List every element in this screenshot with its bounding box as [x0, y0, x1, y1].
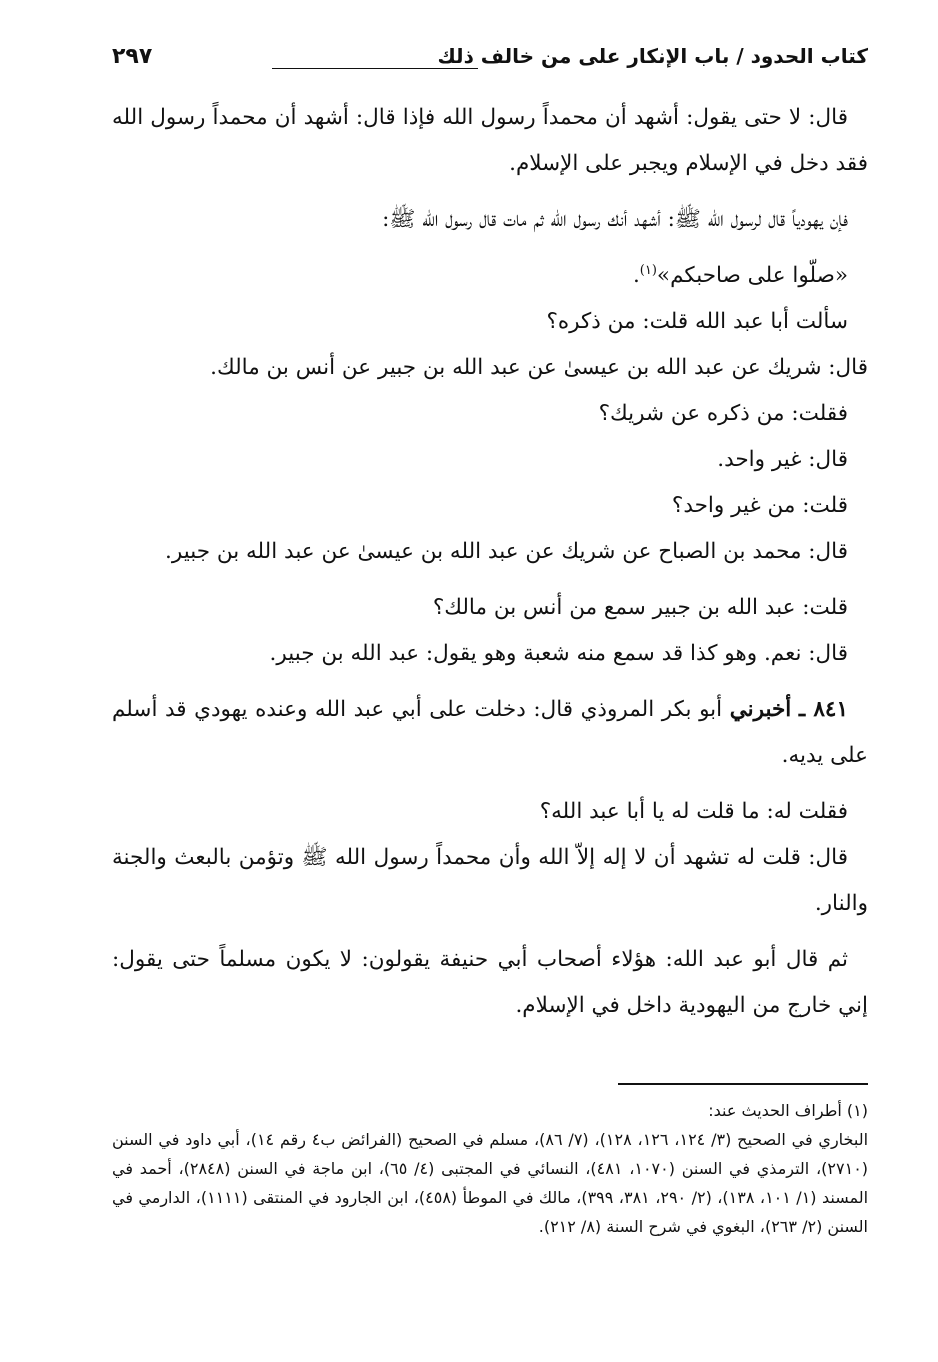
- page-number: ٢٩٧: [112, 44, 153, 69]
- paragraph: فقلت له: ما قلت له يا أبا عبد الله؟: [539, 799, 848, 824]
- paragraph: قال: محمد بن الصباح عن شريك عن عبد الله بن عيسىٰ عن عبد الله بن جبير.: [165, 539, 848, 564]
- footnote-reference: (١): [639, 262, 657, 278]
- quote-end: .: [632, 263, 640, 288]
- paragraph: فإن يهودياً قال لرسول الله ﷺ: أشهد أنك رسول الله ثم مات قال رسول الله ﷺ:: [382, 207, 848, 232]
- quote-paragraph: [112, 253, 868, 299]
- footnote-body: البخاري في الصحيح (٣/ ١٢٤، ١٢٦، ١٢٨)، (٧/ ٨٦)، مسلم في الصحيح (الفرائض ب٤ رقم ١٤)، أبي داود في السنن (٢٧١٠)، الترمذي في السنن (١٠٧٠، ٤٨١)، النسائي في المجتبى (٤/ ٦٥)، ابن ماجة في السنن (٢٨٤٨)، أحمد في المسند (١/ ١٠١، ١٣٨)، (٢/ ٢٩٠، ٣٨١، ٣٩٩)، مالك في الموطأ (٤٥٨)، ابن الجارود في المنتقى (١١١١)، الدارمي في السنن (٢/ ٢٦٣)، البغوي في شرح السنة (٨/ ٢١٢).: [112, 1130, 869, 1236]
- footnote-intro: (١) أطراف الحديث عند:: [708, 1101, 868, 1120]
- footnotes: [112, 1096, 868, 1241]
- hadith-quote: «صلّوا على صاحبكم»: [656, 263, 848, 288]
- page-header: [112, 40, 868, 80]
- paragraph: قلت: من غير واحد؟: [671, 493, 848, 518]
- paragraph: قال: لا حتى يقول: أشهد أن محمداً رسول الله فإذا قال: أشهد أن محمداً رسول الله فقد دخل في الإسلام ويجبر على الإسلام.: [112, 105, 868, 176]
- report-number: ٨٤١ ـ: [798, 697, 849, 722]
- header-rule: [272, 68, 478, 69]
- paragraph: قال: شريك عن عبد الله بن عيسىٰ عن عبد الله بن جبير عن أنس بن مالك.: [210, 355, 868, 380]
- running-title: كتاب الحدود / باب الإنكار على من خالف ذلك: [437, 44, 868, 68]
- paragraph: قال: غير واحد.: [717, 447, 848, 472]
- report-keyword: أخبرني: [729, 697, 792, 722]
- paragraph: قال: قلت له تشهد أن لا إله إلاّ الله وأن محمداً رسول الله ﷺ وتؤمن بالبعث والجنة والنار.: [112, 845, 868, 916]
- paragraph: قلت: عبد الله بن جبير سمع من أنس بن مالك؟: [432, 595, 848, 620]
- footnote-separator: [618, 1083, 868, 1085]
- main-text: [112, 95, 868, 1039]
- paragraph: فقلت: من ذكره عن شريك؟: [598, 401, 848, 426]
- paragraph: قال: نعم. وهو كذا قد سمع منه شعبة وهو يقول: عبد الله بن جبير.: [269, 641, 848, 666]
- paragraph: سألت أبا عبد الله قلت: من ذكره؟: [546, 309, 848, 334]
- numbered-paragraph: [112, 687, 868, 779]
- report-text: أبو بكر المروذي قال: دخلت على أبي عبد الله وعنده يهودي قد أسلم على يديه.: [112, 697, 868, 768]
- paragraph: ثم قال أبو عبد الله: هؤلاء أصحاب أبي حنيفة يقولون: لا يكون مسلماً حتى يقول: إني خارج من اليهودية داخل في الإسلام.: [112, 947, 868, 1018]
